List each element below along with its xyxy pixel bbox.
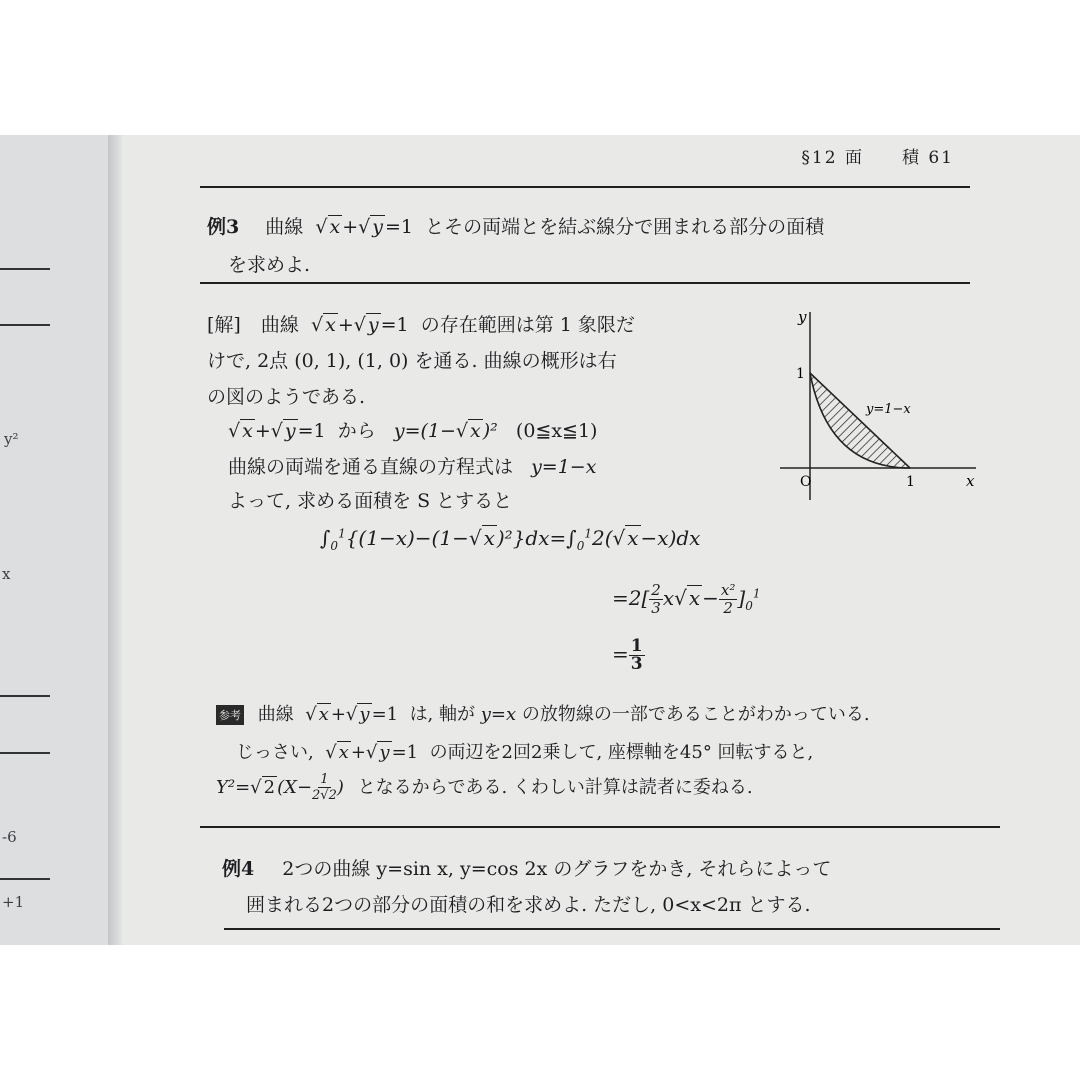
section-rule	[224, 928, 1000, 930]
line-label: y=1−x	[866, 402, 911, 417]
example3-prefix: 曲線	[265, 216, 304, 238]
solution-range: (0≦x≦1)	[515, 420, 598, 442]
example3-label: 例3	[207, 216, 240, 238]
solution-line4	[228, 416, 597, 443]
left-divider	[0, 752, 50, 754]
example3-line1	[207, 212, 824, 239]
equation: √ x +√ y =1	[309, 216, 420, 238]
example3-suffix: とその両端とを結ぶ線分で囲まれる部分の面積	[425, 216, 825, 238]
equation: √ x +√ y =1	[228, 420, 332, 442]
solution-label: [解]	[207, 314, 241, 336]
solution-line3: の図のようである.	[207, 386, 366, 408]
example3-line2: を求めよ.	[228, 254, 311, 276]
equation: y=(1−√ x )²	[381, 420, 510, 442]
equation: Y²=√ 2 (X− $\frac{1}{2√2}$ )	[216, 772, 344, 803]
area-graph	[780, 300, 980, 505]
left-fragment: x	[2, 565, 11, 583]
note-line2	[236, 738, 813, 764]
solution-line2: けで, 2点 (0, 1), (1, 0) を通る. 曲線の概形は右	[207, 350, 617, 372]
left-divider	[0, 878, 50, 880]
left-divider	[0, 324, 50, 326]
result-denominator: 3	[630, 654, 643, 674]
integral-result: = $\frac{1}{3}$	[612, 636, 643, 674]
y-tick-label: 1	[796, 366, 805, 382]
note-line1	[216, 700, 870, 726]
solution-line1	[207, 310, 635, 337]
section-rule	[200, 186, 970, 188]
x-tick-label: 1	[906, 474, 915, 490]
solution-text: の存在範囲は第 1 象限だ	[420, 314, 635, 336]
example4-text: 2つの曲線 y=sin x, y=cos 2x のグラフをかき, それらによって	[282, 858, 832, 880]
equation: √ x +√ y =1	[319, 742, 424, 763]
solution-line6: よって, 求める面積を S とすると	[228, 490, 513, 512]
x-axis-label: x	[966, 472, 975, 490]
equation: √ x +√ y =1	[304, 314, 415, 336]
example4-line1	[222, 854, 831, 881]
origin-label: O	[800, 474, 812, 490]
equation: √ x +√ y =1	[299, 704, 404, 725]
integral-step: =2[ $\frac{2}{3}$ x√ x − $\frac{\text{x²}}{2}$ ]$_0^1$	[612, 581, 761, 617]
solution-text: 曲線の両端を通る直線の方程式は	[228, 456, 514, 478]
example4-line2: 囲まれる2つの部分の面積の和を求めよ. ただし, 0<x<2π とする.	[246, 894, 811, 916]
left-page	[0, 135, 112, 945]
integral-equation: $\int_0^1\{(1-x)-(1-√$ x )$^2\}dx=\int_0^12(√$ x −x)dx	[320, 526, 701, 553]
equation: y=x	[480, 704, 517, 725]
left-fragment: -6	[2, 828, 17, 846]
note-text: の両辺を2回2乗して, 座標軸を45° 回転すると,	[429, 742, 814, 763]
note-line3	[216, 772, 753, 803]
left-fragment: y²	[4, 430, 19, 448]
section-rule	[200, 826, 1000, 828]
example4-label: 例4	[222, 858, 255, 880]
solution-text: から	[337, 420, 376, 442]
left-divider	[0, 268, 50, 270]
y-axis-label: y	[798, 308, 807, 326]
page-header: §12 面 積 61	[801, 148, 954, 168]
left-fragment: +1	[2, 893, 25, 911]
example-rule	[200, 282, 970, 284]
left-divider	[0, 695, 50, 697]
equation: y=1−x	[531, 456, 597, 478]
note-text: 曲線	[257, 704, 294, 725]
result-numerator: 1	[630, 636, 643, 656]
solution-line5	[228, 452, 596, 479]
note-badge: 参考	[216, 705, 244, 725]
note-text: じっさい,	[236, 742, 314, 763]
note-text: は, 軸が	[409, 704, 476, 725]
solution-text: 曲線	[260, 314, 299, 336]
note-text: の放物線の一部であることがわかっている.	[521, 704, 870, 725]
note-text: となるからである. くわしい計算は読者に委ねる.	[357, 776, 753, 798]
